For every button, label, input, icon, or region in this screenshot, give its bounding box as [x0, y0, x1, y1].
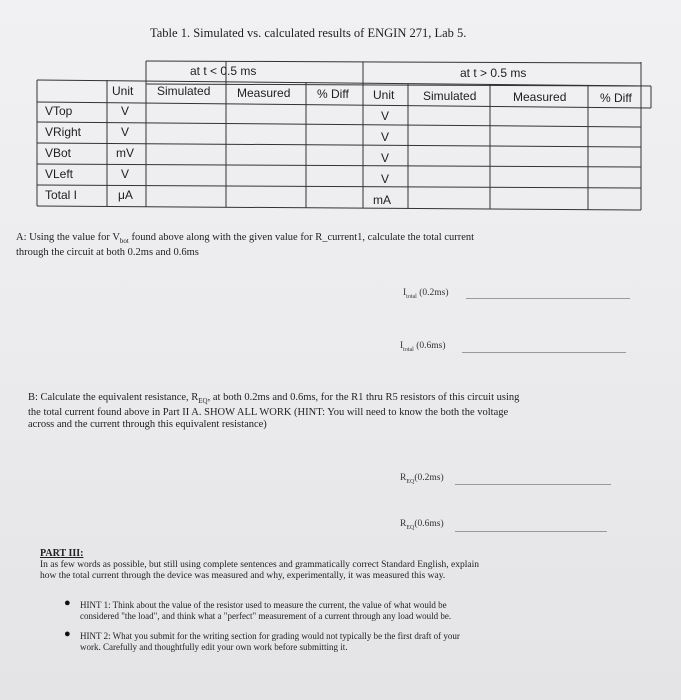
part-a-question: A: Using the value for $V_{bot}$ found above along with the given value for R_current1, calculate the total current through the circuit at both 0.2ms and 0.6ms — [16, 232, 475, 259]
row-unit-2: V — [381, 130, 390, 144]
row-unit-2: V — [381, 109, 390, 123]
row-unit-1: μA — [118, 188, 133, 202]
col-header-simulated-1: Simulated — [157, 84, 211, 98]
answer-line-req-0.6ms[interactable] — [455, 531, 607, 532]
bullet-dot-icon: ● — [64, 628, 71, 640]
answer-label-itotal-0.6ms: $I_{total}$ (0.6ms) — [400, 341, 446, 353]
col-header-simulated-2: Simulated — [423, 89, 477, 103]
bullet-dot-icon: ● — [64, 597, 71, 609]
group-header-after: at t > 0.5 ms — [460, 66, 527, 80]
col-header-measured-1: Measured — [237, 86, 291, 100]
row-unit-1: V — [121, 167, 130, 181]
row-label-vleft: VLeft — [45, 167, 74, 181]
hint-2: HINT 2: What you submit for the writing section for grading would not typically be the first draft of your work. Carefully and thoughtfully edit your own work before submitting it. — [80, 631, 460, 652]
hint-1: HINT 1: Think about the value of the resistor used to measure the current, the value of what would be considered "the load", and think what a "perfect" measurement of a current through any load would be. — [80, 600, 452, 621]
answer-line-req-0.2ms[interactable] — [455, 484, 611, 485]
row-unit-1: V — [121, 125, 130, 139]
part-b-question: B: Calculate the equivalent resistance, $R_{EQ}$, at both 0.2ms and 0.6ms, for the R1 thru R5 resistors of this circuit using the total current found above in Part II A. SHOW ALL WORK (HINT: You will need to know the both the voltage across and the current through this equivalent resistance) — [28, 392, 520, 431]
col-header-diff-2: % Diff — [600, 91, 632, 105]
answer-line-itotal-0.6ms[interactable] — [462, 352, 626, 353]
part-3-instructions: In as few words as possible, but still using complete sentences and grammatically correct Standard English, explain how the total current through the device was measured and why, experimentally, it was measured this way. — [40, 560, 479, 581]
answer-line-itotal-0.2ms[interactable] — [466, 298, 630, 299]
row-label-vtop: VTop — [45, 104, 73, 118]
row-label-vright: VRight — [45, 125, 82, 139]
answer-label-itotal-0.2ms: $I_{total}$ (0.2ms) — [403, 288, 449, 300]
col-header-diff-1: % Diff — [317, 87, 349, 101]
row-label-vbot: VBot — [45, 146, 72, 160]
col-header-measured-2: Measured — [513, 90, 567, 104]
table-title: Table 1. Simulated vs. calculated results of ENGIN 271, Lab 5. — [150, 26, 467, 40]
part-3-heading: PART III: — [40, 548, 84, 559]
row-unit-2: mA — [373, 193, 391, 207]
row-unit-1: V — [121, 104, 130, 118]
row-label-total-i: Total I — [45, 188, 78, 202]
group-header-before: at t < 0.5 ms — [190, 64, 257, 78]
answer-label-req-0.2ms: $R_{EQ}(0.2ms)$ — [400, 473, 444, 485]
answer-label-req-0.6ms: $R_{EQ}(0.6ms)$ — [400, 519, 444, 531]
row-unit-1: mV — [116, 146, 134, 160]
col-header-unit-1: Unit — [112, 84, 134, 98]
col-header-unit-2: Unit — [373, 88, 395, 102]
row-unit-2: V — [381, 151, 390, 165]
row-unit-2: V — [381, 172, 390, 186]
